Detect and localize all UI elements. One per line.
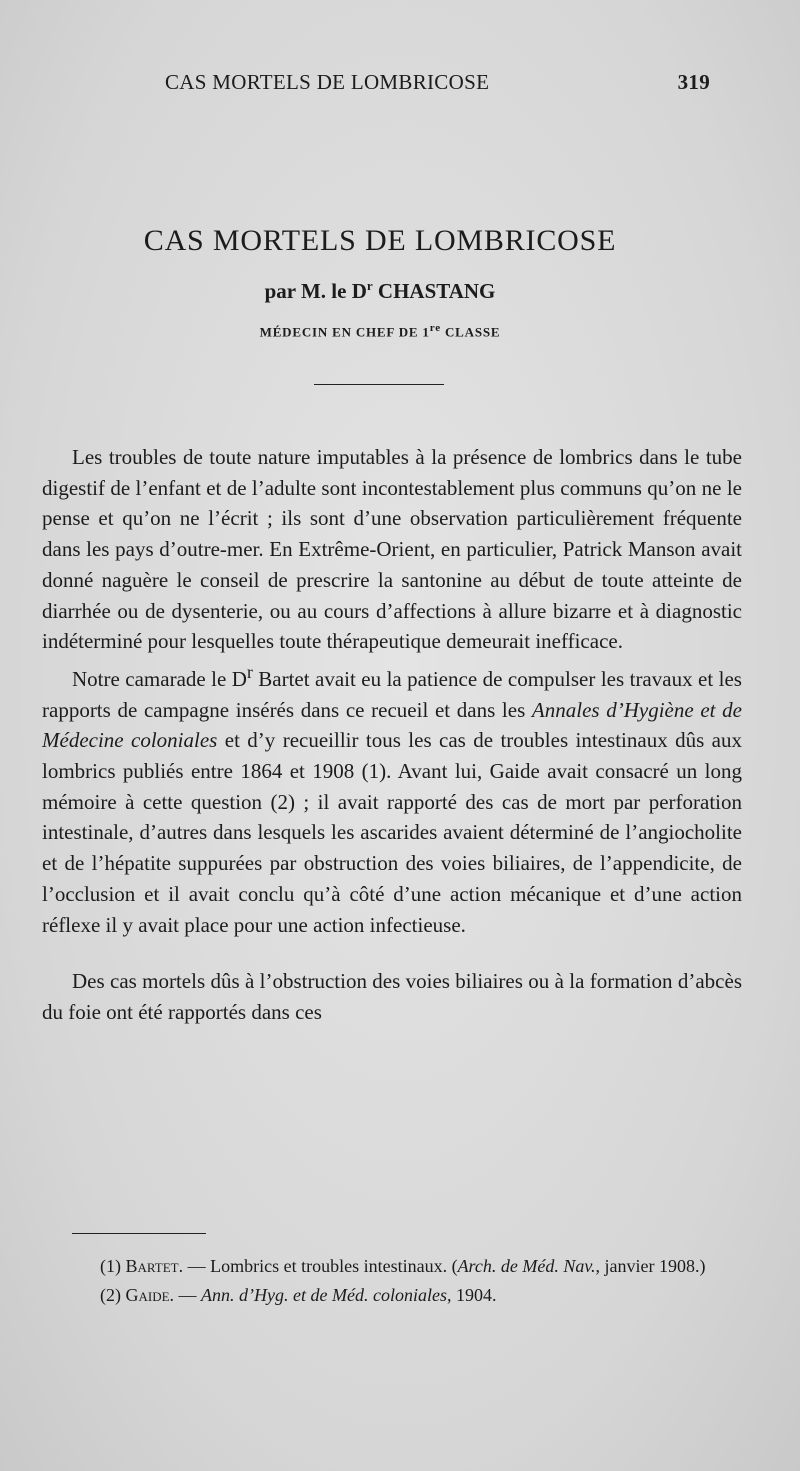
footnote-1-author: Bartet. [125,1256,184,1276]
article-body [42,442,742,1028]
author-affiliation [0,322,760,340]
footnote-2-number: (2) [100,1285,121,1305]
footnote-1-journal: Arch. de Méd. Nav. [457,1256,596,1276]
footnote-2-author: Gaide. [125,1285,175,1305]
paragraph-2-part-c: et d’y recueillir tous les cas de troubles intestinaux dûs aux lombrics publiés entre 1864 et 1908 (1). Avant lui, Gaide avait consacré un long mémoire à cette question (2) ; il avait rapporté des cas de mort par perforation intestinale, d’autres dans lesquels les ascarides avaient déterminé de l’angiocholite et de l’hépatite suppurées par obstruction des voies biliaires, de l’appendicite, de l’occlusion et il avait conclu qu’à côté d’une action mécanique et d’une action réflexe il y avait place pour une action infectieuse. [42,728,742,937]
footnote-2-end: , 1904. [446,1285,497,1305]
byline-sup: r [366,278,373,293]
paragraph-1: Les troubles de toute nature imputables à la présence de lombrics dans le tube digestif de l’enfant et de l’adulte sont incontestablement plus communs qu’on ne le pense et qu’on ne l’écrit ; ils sont d’une observation particulièrement fréquente dans les pays d’outre-mer. En Extrême-Orient, en particulier, Patrick Manson avait donné naguère le conseil de prescrire la santonine au début de toute atteinte de diarrhée ou de dysenterie, ou au cours d’affections à allure bizarre et à diagnostic indéterminé pour lesquelles toute thérapeutique demeurait inefficace. [42,445,742,654]
paragraph-2-part-a: Notre camarade le D [72,666,247,691]
paragraph-2 [42,657,742,940]
footnote-2 [74,1281,754,1310]
footnote-1-text: — Lombrics et troubles intestinaux. ( [183,1256,458,1276]
paragraph-3: Des cas mortels dûs à l’obstruction des voies biliaires ou à la formation d’abcès du foie ont été rapportés dans ces [42,969,742,1024]
footnotes [74,1252,754,1310]
affiliation-sup: re [429,322,441,334]
affiliation-part-a: MÉDECIN EN CHEF DE 1 [259,324,430,340]
byline-prefix: par M. le D [264,279,367,303]
footnote-separator-rule [72,1233,206,1234]
title-separator-rule [314,384,444,385]
footnote-1 [74,1252,754,1281]
page-number: 319 [677,70,710,94]
author-name: CHASTANG [377,279,496,303]
running-head-title: CAS MORTELS DE LOMBRICOSE [165,70,490,94]
journal-title-italic: Annales d’Hygiène et de Médecine coloniales [42,697,742,753]
footnote-2-journal: Ann. d’Hyg. et de Méd. coloniales [201,1285,447,1305]
paragraph-2-part-b: Bartet avait eu la patience de compulser les travaux et les rapports de campagne insérés dans ce recueil et dans les [42,666,742,722]
footnote-1-end: , janvier 1908.) [595,1256,706,1276]
footnote-1-number: (1) [100,1256,121,1276]
byline [0,278,760,304]
paragraph-2-sup: r [246,661,253,682]
affiliation-part-b: CLASSE [444,324,501,340]
footnote-2-dash: — [174,1285,202,1305]
article-title: CAS MORTELS DE LOMBRICOSE [143,224,617,257]
